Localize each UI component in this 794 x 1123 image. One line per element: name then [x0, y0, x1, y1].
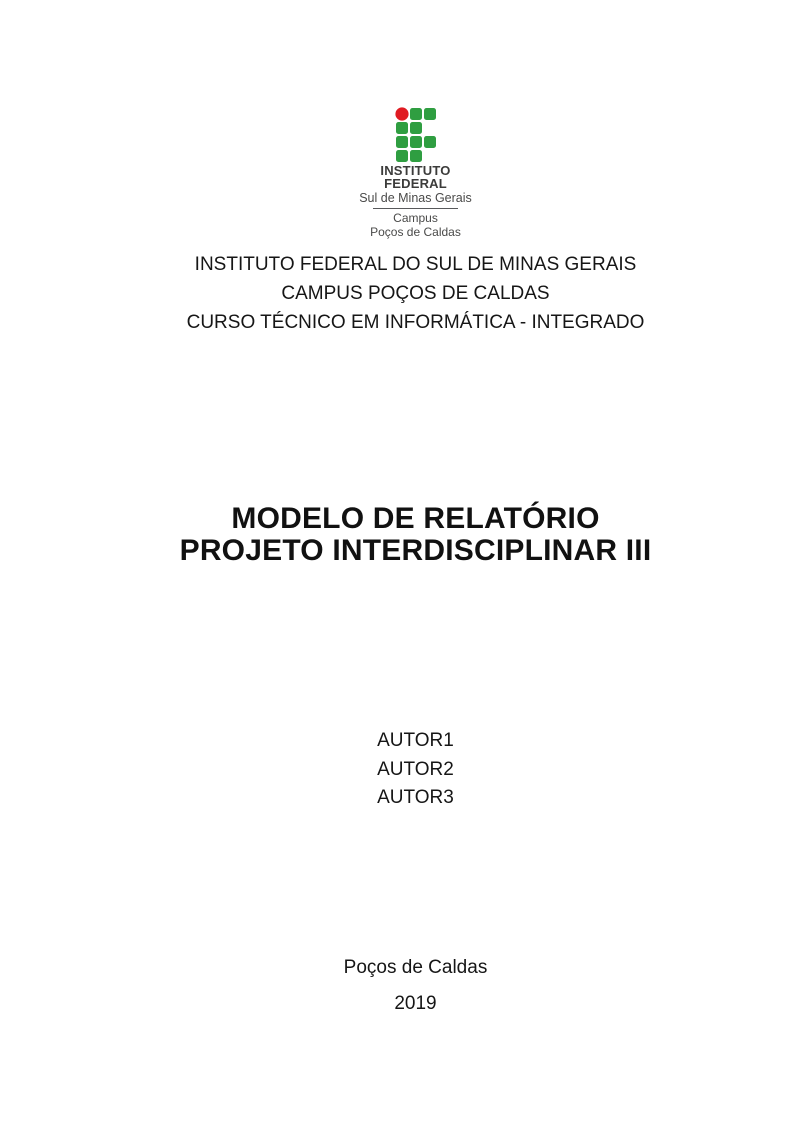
logo-institute-name-line2: FEDERAL [384, 175, 447, 191]
logo-square [424, 108, 436, 120]
logo-campus-city: Poços de Caldas [370, 224, 461, 239]
logo-institute-name-line1: INSTITUTO [380, 163, 451, 178]
title-line-1: MODELO DE RELATÓRIO [231, 502, 600, 535]
logo-empty-cell [424, 150, 436, 162]
logo-square [396, 150, 408, 162]
title-line-2: PROJETO INTERDISCIPLINAR III [179, 534, 652, 567]
logo-dot [395, 107, 408, 120]
document-title [113, 503, 718, 567]
cover-footer [113, 955, 718, 1017]
institution-heading [113, 250, 718, 337]
text-block [113, 0, 718, 1123]
logo-square [424, 136, 436, 148]
course-line: CURSO TÉCNICO EM INFORMÁTICA - INTEGRADO [186, 312, 645, 333]
if-logo [113, 108, 718, 239]
author-name: AUTOR3 [377, 787, 454, 808]
logo-square [396, 136, 408, 148]
logo-square [410, 108, 422, 120]
footer-location: Poços de Caldas [343, 957, 488, 978]
footer-year: 2019 [394, 993, 437, 1014]
logo-square [410, 136, 422, 148]
logo-square [410, 150, 422, 162]
author-name: AUTOR1 [377, 730, 454, 751]
logo-square [410, 122, 422, 134]
author-name: AUTOR2 [377, 758, 454, 780]
authors-list [113, 727, 718, 813]
if-logo-grid-icon [396, 108, 436, 162]
logo-square [396, 122, 408, 134]
logo-empty-cell [424, 122, 436, 134]
logo-separator-line [373, 208, 458, 209]
campus-line: CAMPUS POÇOS DE CALDAS [281, 283, 550, 304]
institution-line: INSTITUTO FEDERAL DO SUL DE MINAS GERAIS [194, 254, 637, 275]
logo-region: Sul de Minas Gerais [359, 191, 472, 205]
logo-campus-label: Campus [393, 211, 438, 225]
